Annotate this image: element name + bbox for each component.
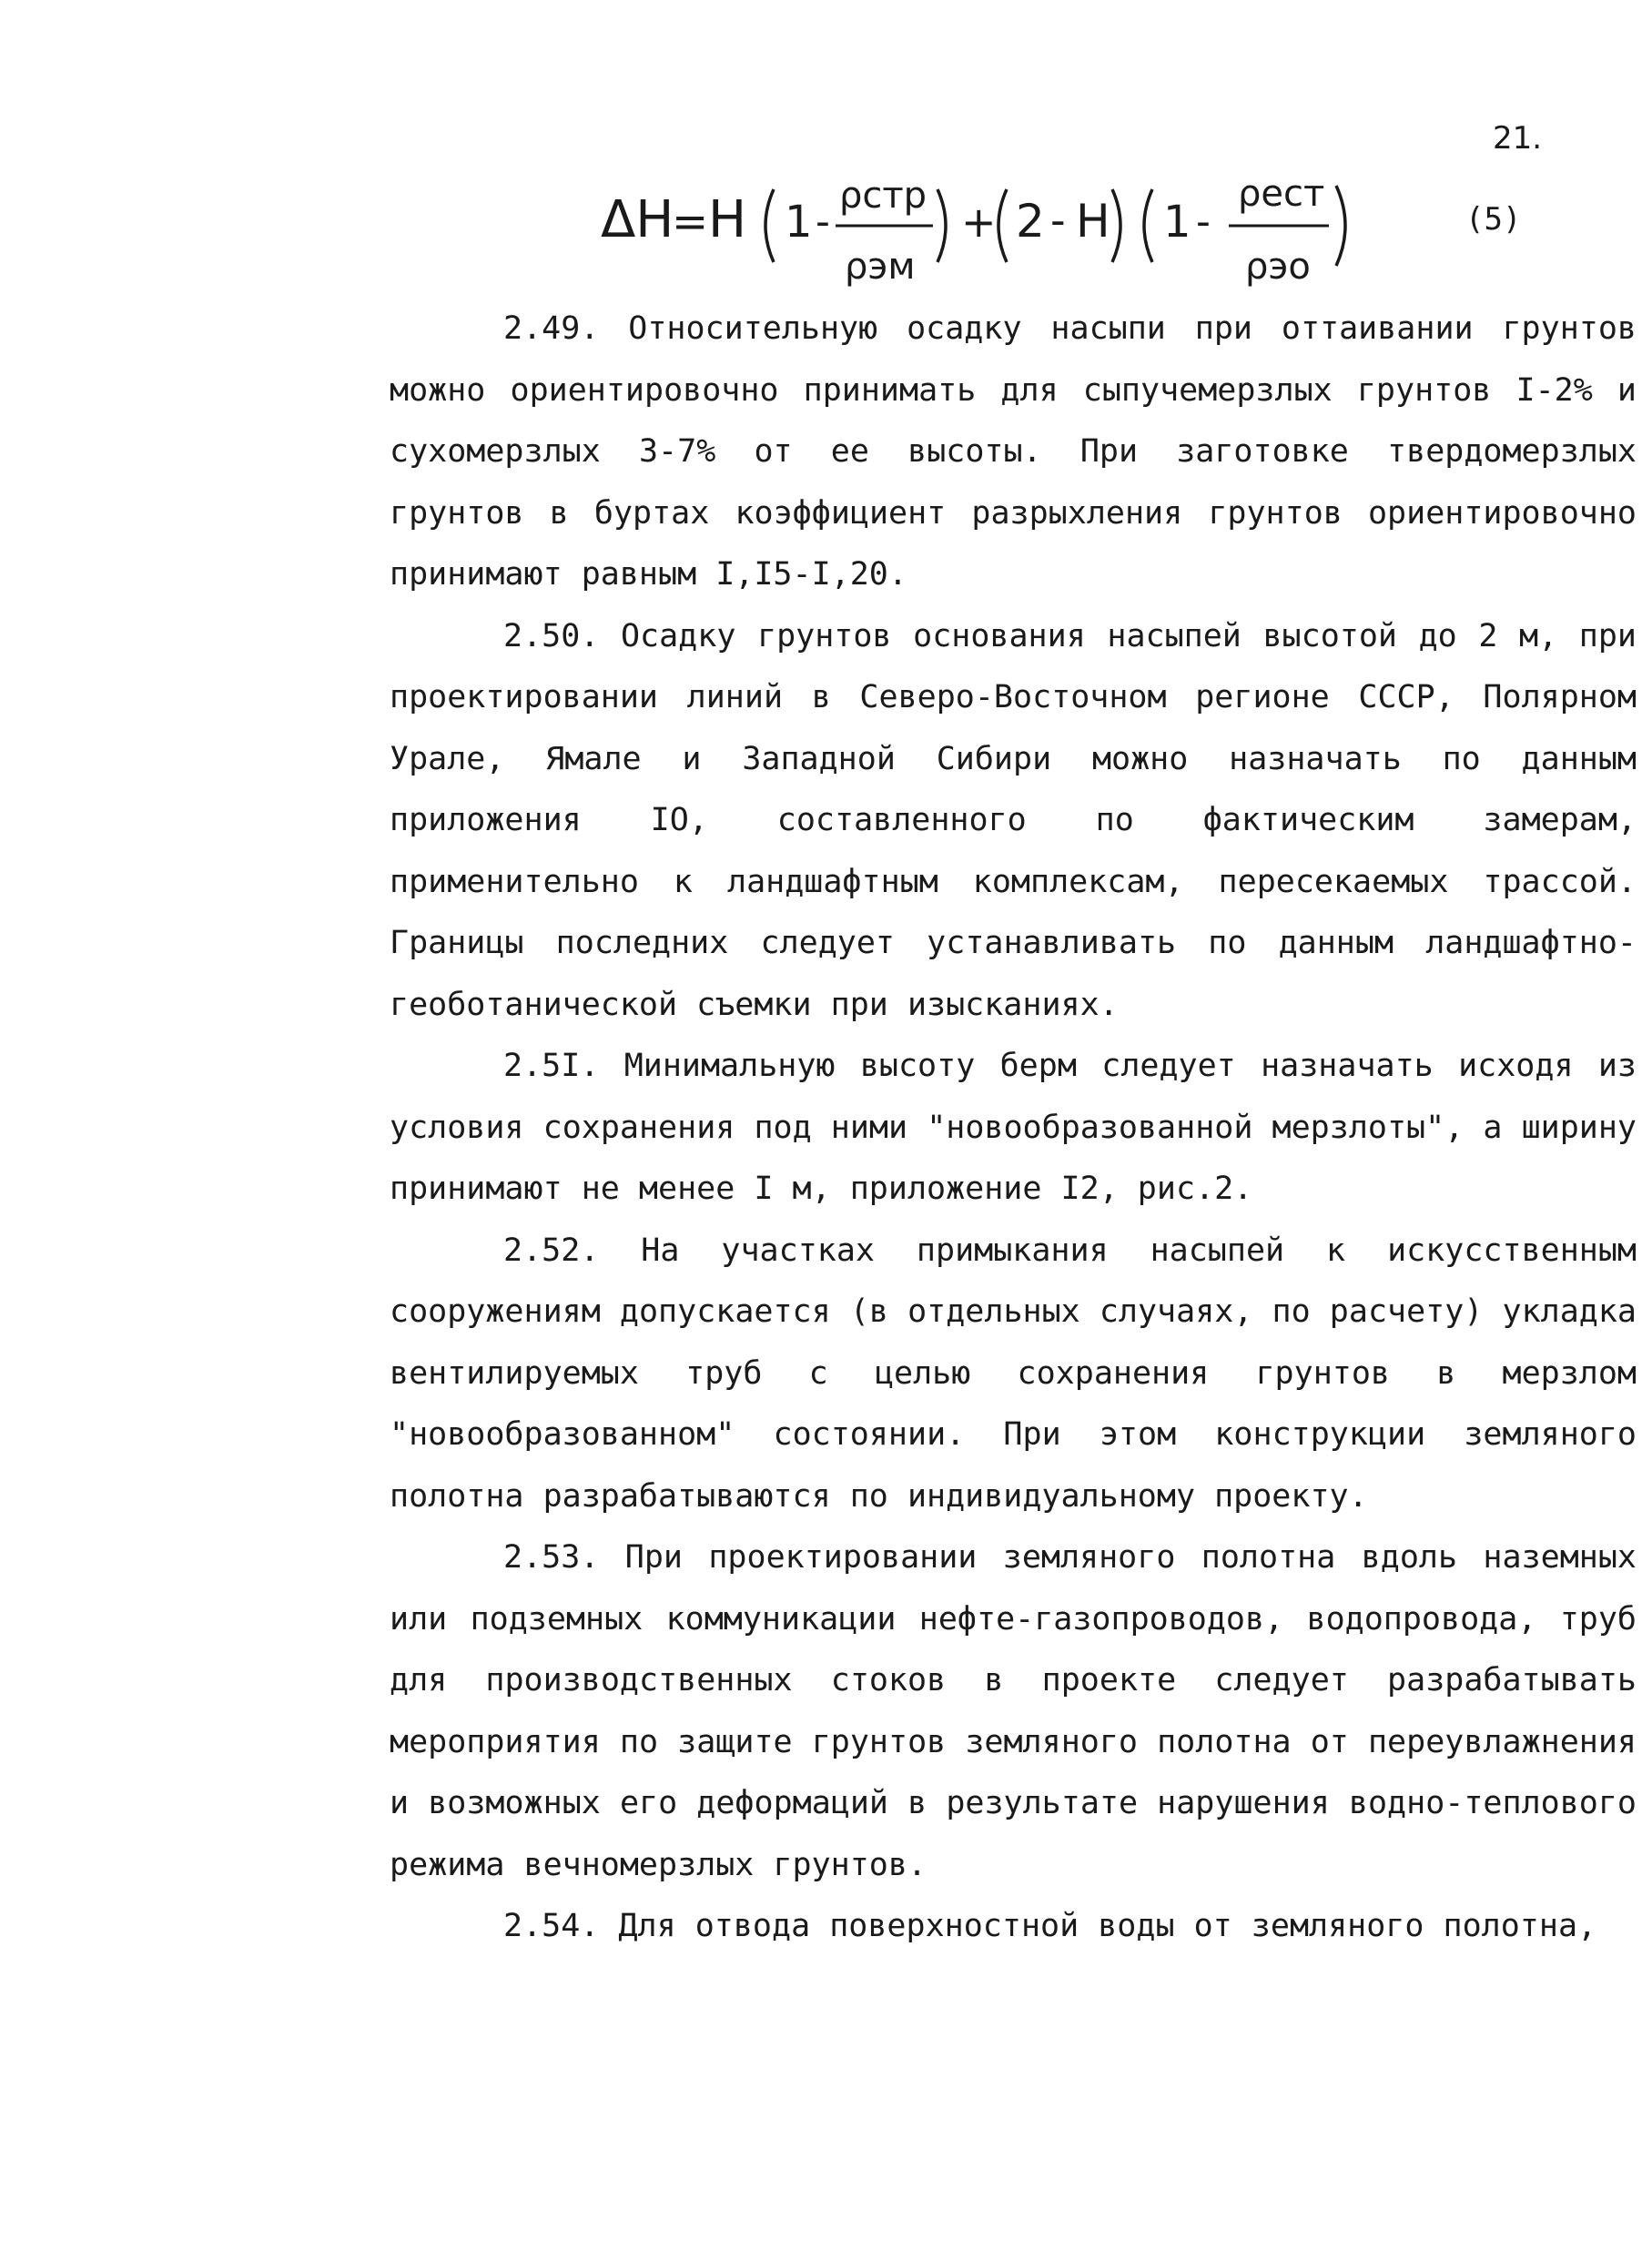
formula-plus: +	[961, 198, 997, 247]
formula-h2: H	[1076, 195, 1110, 248]
paragraph-2-53: 2.53. При проектировании земляного полотна вдоль наземных или подземных коммуникации нефте-газопроводов, водопровода, труб для производственных стоков в проекте следует разрабатывать мероприятия по защите грунтов земляного полотна от переувлажнения и возможных его деформаций в результате нарушения водно-теплового режима вечномерзлых грунтов.	[390, 1539, 1637, 1883]
formula-paren-close-2	[1112, 189, 1120, 262]
formula-one-a: 1	[785, 197, 813, 248]
formula-minus-b: -	[1050, 196, 1066, 245]
formula-paren-open-1	[765, 189, 774, 262]
formula-paren-close-3	[1336, 186, 1345, 266]
page-number: 21.	[1493, 120, 1543, 157]
formula-equals: =	[672, 197, 709, 248]
formula-h1: H	[708, 190, 747, 249]
formula-minus-c: -	[1196, 198, 1211, 245]
formula-den-a: ρэм	[845, 246, 916, 288]
paragraph-2-54: 2.54. Для отвода поверхностной воды от земляного полотна,	[503, 1908, 1597, 1944]
formula-lhs: ΔH	[601, 190, 674, 249]
formula-paren-open-3	[1144, 189, 1152, 262]
formula-number: (5)	[1465, 201, 1522, 238]
formula-minus-a: -	[816, 198, 830, 245]
body-text	[390, 299, 1637, 1958]
formula-paren-open-2	[998, 189, 1007, 262]
formula-paren-close-1	[937, 189, 946, 262]
settlement-formula	[601, 146, 1620, 300]
formula-one-b: 1	[1163, 197, 1191, 248]
formula-num-b: ρест	[1238, 173, 1325, 215]
formula-two: 2	[1016, 195, 1045, 248]
paragraph-2-51: 2.5I. Минимальную высоту берм следует назначать исходя из условия сохранения под ними "новообразованной мерзлоты", а ширину принимают не менее I м, приложение I2, рис.2.	[390, 1048, 1637, 1207]
paragraph-2-52: 2.52. На участках примыкания насыпей к искусственным сооружениям допускается (в отдельных случаях, по расчету) укладка вентилируемых труб с целью сохранения грунтов в мерзлом "новообразованном" состоянии. При этом конструкции земляного полотна разрабатываются по индивидуальному проекту.	[390, 1232, 1637, 1515]
paragraph-2-50: 2.50. Осадку грунтов основания насыпей высотой до 2 м, при проектировании линий в Северо-Восточном регионе СССР, Полярном Урале, Ямале и Западной Сибири можно назначать по данным приложения IO, составленного по фактическим замерам, применительно к ландшафтным комплексам, пересекаемых трассой. Границы последних следует устанавливать по данным ландшафтно-геоботанической съемки при изысканиях.	[390, 617, 1637, 1023]
formula-den-b: ρэо	[1245, 246, 1311, 288]
formula-num-a: ρстр	[839, 175, 927, 217]
paragraph-2-49: 2.49. Относительную осадку насыпи при оттаивании грунтов можно ориентировочно принимать для сыпучемерзлых грунтов I-2% и сухомерзлых 3-7% от ее высоты. При заготовке твердомерзлых грунтов в буртах коэффициент разрыхления грунтов ориентировочно принимают равным I,I5-I,20.	[390, 310, 1637, 593]
